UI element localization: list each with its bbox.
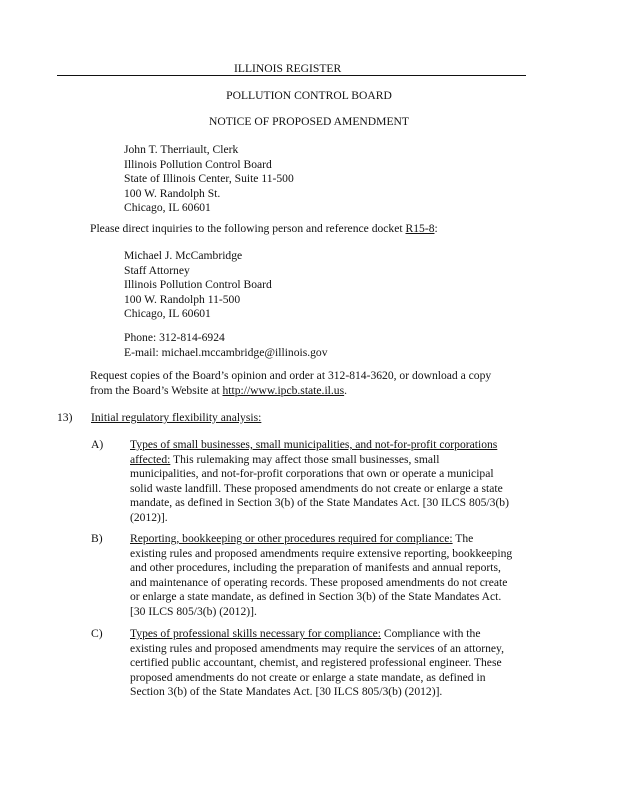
item-a-line: (2012)]. xyxy=(130,510,168,524)
address-line: Chicago, IL 60601 xyxy=(124,201,211,215)
item-a-rest: This rulemaking may affect those small businesses, small xyxy=(170,452,440,466)
board-website-link[interactable]: http://www.ipcb.state.il.us xyxy=(222,383,345,397)
docket-number: R15-8 xyxy=(405,222,435,235)
contact-line: Illinois Pollution Control Board xyxy=(124,278,272,292)
item-a-line: mandate, as defined in Section 3(b) of the State Mandates Act. [30 ILCS 805/3(b) xyxy=(130,496,509,510)
inquiries-paragraph xyxy=(90,222,438,236)
contact-line: Michael J. McCambridge xyxy=(124,249,243,262)
inquiries-text: Please direct inquiries to the following person and reference docket xyxy=(90,222,406,235)
item-a-heading-end: affected: xyxy=(130,452,171,466)
item-c-line: existing rules and proposed amendments may require the services of an attorney, xyxy=(130,641,504,655)
item-b-line xyxy=(130,532,512,547)
clerk-address xyxy=(124,143,294,216)
address-line: Illinois Pollution Control Board xyxy=(124,157,272,171)
address-line: John T. Therriault, Clerk xyxy=(124,143,239,156)
item-b-text xyxy=(130,532,512,620)
contact-line: Chicago, IL 60601 xyxy=(124,307,211,321)
request-text: from the Board’s Website at xyxy=(90,383,223,397)
item-b-label: B) xyxy=(91,532,103,545)
contact-address xyxy=(124,249,272,322)
contact-line: Staff Attorney xyxy=(124,263,190,277)
item-b-line: or enlarge a state mandate, as defined in Section 3(b) of the State Mandates Act. xyxy=(130,590,502,604)
request-line-2 xyxy=(90,384,491,399)
item-c-label: C) xyxy=(91,627,103,640)
contact-email: E-mail: michael.mccambridge@illinois.gov xyxy=(124,346,328,359)
item-a-heading: Types of small businesses, small municipalities, and not-for-profit corporations xyxy=(130,438,498,451)
request-paragraph xyxy=(90,369,491,398)
item-b-line: and other procedures, including the preparation of manifests and annual reports, xyxy=(130,561,501,575)
item-b-line: [30 ILCS 805/3(b) (2012)]. xyxy=(130,604,257,618)
item-c-rest: Compliance with the xyxy=(380,627,481,640)
address-line: 100 W. Randolph St. xyxy=(124,186,221,200)
contact-line: 100 W. Randolph 11-500 xyxy=(124,292,241,306)
item-b-heading: Reporting, bookkeeping or other procedures required for compliance: xyxy=(130,532,453,545)
item-b-rest: The xyxy=(452,532,474,545)
item-a-line: municipalities, and not-for-profit corporations that own or operate a municipal xyxy=(130,467,494,481)
section-number: 13) xyxy=(57,411,73,424)
item-c-heading: Types of professional skills necessary for compliance: xyxy=(130,627,381,640)
header-rule xyxy=(57,75,526,76)
inquiries-end: : xyxy=(434,222,438,235)
item-a-line: solid waste landfill. These proposed amendments do not create or enlarge a state xyxy=(130,481,503,495)
item-c-line: Section 3(b) of the State Mandates Act. [30 ILCS 805/3(b) (2012)]. xyxy=(130,685,443,699)
item-c-line: proposed amendments do not create or enlarge a state mandate, as defined in xyxy=(130,670,486,684)
item-c-line: certified public accountant, chemist, and registered professional engineer. These xyxy=(130,656,502,670)
section-heading: Initial regulatory flexibility analysis: xyxy=(91,411,262,424)
item-c-line xyxy=(130,627,504,642)
item-b-line: existing rules and proposed amendments require extensive reporting, bookkeeping xyxy=(130,546,513,560)
item-a-label: A) xyxy=(91,438,104,451)
item-a-line xyxy=(130,453,509,468)
agency-title: POLLUTION CONTROL BOARD xyxy=(226,89,392,102)
item-b-line: and maintenance of operating records. These proposed amendments do not create xyxy=(130,575,508,589)
request-end: . xyxy=(344,383,348,397)
request-line-1: Request copies of the Board’s opinion and order at 312-814-3620, or download a copy xyxy=(90,369,492,382)
contact-phone: Phone: 312-814-6924 xyxy=(124,331,225,344)
address-line: State of Illinois Center, Suite 11-500 xyxy=(124,172,294,186)
item-c-text xyxy=(130,627,504,700)
register-title: ILLINOIS REGISTER xyxy=(234,62,342,75)
notice-title: NOTICE OF PROPOSED AMENDMENT xyxy=(208,115,409,128)
item-a-text xyxy=(130,438,509,526)
